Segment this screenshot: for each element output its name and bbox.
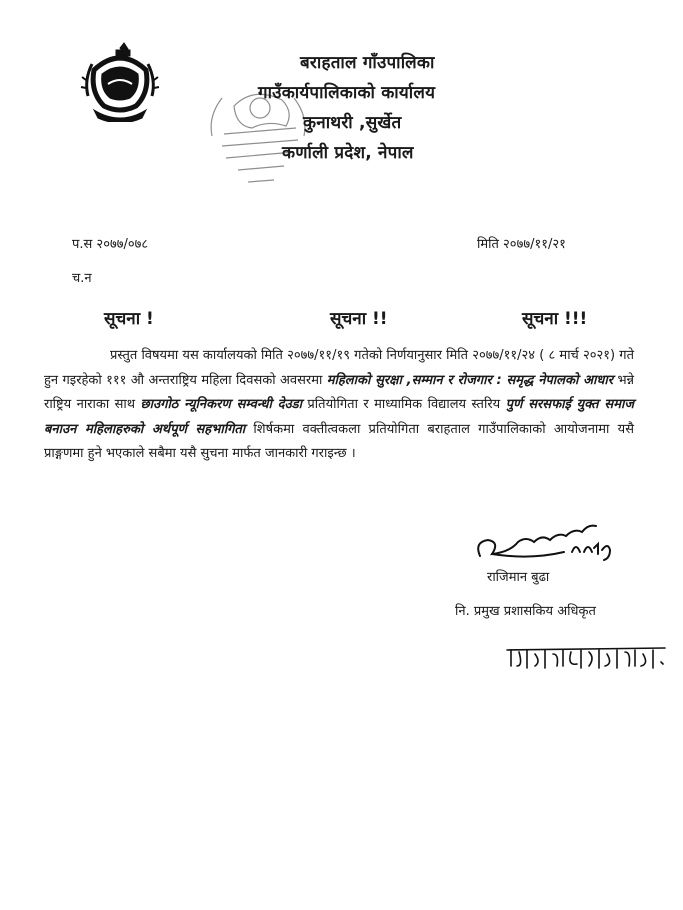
speech-topic: पुर्ण सरसफाई युक्त समाज बनाउन महिलाहरुको अर्थपूर्ण सहभागिता (44, 397, 634, 437)
handwritten-signature-icon (470, 512, 630, 574)
body-text-4: शिर्षकमा वक्तीत्वकला प्रतियोगिता बराहताल गाउँपालिकाको आयोजनामा यसै प्राङ्गणमा हुने भएकाले सबैमा यसै सुचना मार्फत जानकारी गराइन्छ । (44, 421, 634, 461)
office-subtitle: गाउँकार्यपालिकाको कार्यालय (258, 83, 436, 103)
signatory-name: राजिमान बुढा (487, 570, 550, 585)
notice-heading-1: सूचना ! (104, 309, 154, 329)
letter-date: मिति २०७७/११/२१ (477, 237, 566, 252)
competition-title: छाउगोठ न्यूनिकरण सम्वन्धी देउडा (140, 397, 302, 412)
notice-body (44, 344, 634, 467)
office-location: कुनाथरी ,सुर्खेत (303, 113, 402, 133)
reference-number: प.स २०७७/०७८ (72, 237, 149, 252)
slogan: महिलाको सुरक्षा ,सम्मान र रोजगार : समृद्ध नेपालको आधार (326, 372, 614, 388)
notice-heading-2: सूचना !! (330, 309, 388, 329)
body-text-2: भन्ने राष्ट्रिय नाराका साथ (44, 372, 634, 412)
notice-heading-3: सूचना !!! (522, 309, 588, 329)
office-name: बराहताल गाँउपालिका (300, 53, 435, 73)
nepal-emblem-icon (80, 40, 160, 122)
body-text-3: प्रतियोगिता र माध्यामिक विद्यालय स्तरिय (302, 397, 506, 412)
dispatch-number: च.न (72, 271, 92, 286)
signatory-title: नि. प्रमुख प्रशासकिय अधिकृत (455, 604, 596, 619)
body-text-1: प्रस्तुत विषयमा यस कार्यालयको मिति २०७७/११/१९ गतेको निर्णयानुसार मिति २०७७/११/२४ ( ८ मार्च २०२१) गते हुन गइरहेको १११ औ अन्तराष्ट्रिय महिला दिवसको अवसरमा (44, 348, 634, 388)
handwritten-designation-icon (505, 640, 667, 676)
office-province: कर्णाली प्रदेश, नेपाल (282, 143, 414, 163)
